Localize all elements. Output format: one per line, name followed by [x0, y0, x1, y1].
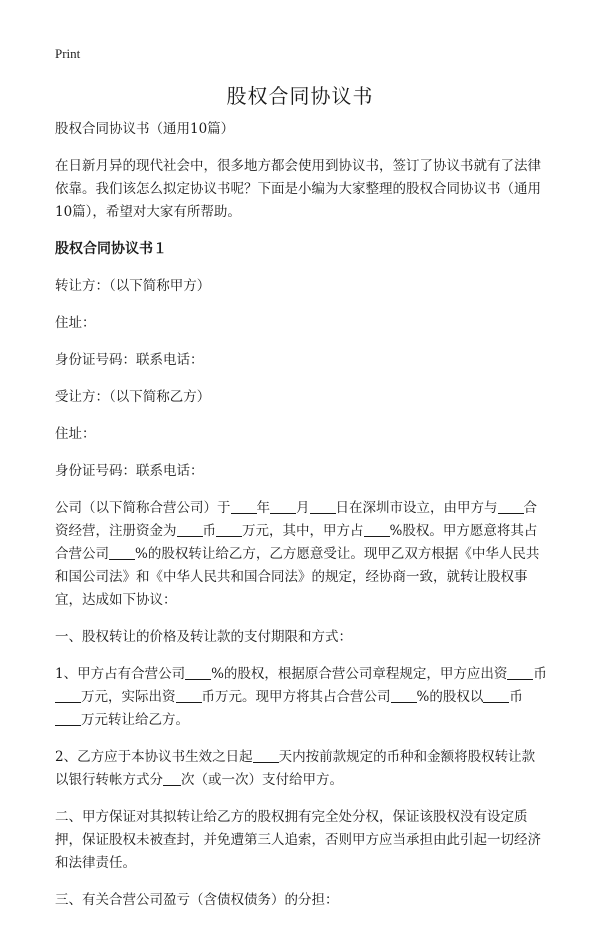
fill-blank [310, 498, 336, 514]
fill-blank [483, 687, 509, 703]
text-segment: %的股权以 [416, 689, 484, 705]
text-segment: 月 [296, 500, 310, 516]
text-segment: 次（或一次）支付给甲方。 [181, 772, 343, 788]
text-segment: 公司（以下简称合营公司）于 [55, 500, 231, 516]
company-paragraph [55, 497, 547, 612]
text-segment: 天内按前款规定的币种和金额将股权转让款以银行转帐方式分 [55, 749, 536, 788]
intro-paragraph: 在日新月异的现代社会中，很多地方都会使用到协议书，签订了协议书就有了法律依靠。我们该怎么拟定协议书呢？下面是小编为大家整理的股权合同协议书（通用10篇），希望对大家有所帮助。 [55, 158, 541, 220]
text-segment: 合资经营，注册资金为 [55, 500, 537, 539]
clause-2: 二、甲方保证对其拟转让给乙方的股权拥有完全处分权，保证该股权没有设定质押，保证股权未被查封，并免遭第三人追索，否则甲方应当承担由此引起一切经济和法律责任。 [55, 809, 541, 871]
fill-blank [253, 747, 279, 763]
text-segment: %股权。甲方愿意将其占合营公司 [55, 523, 538, 562]
text-segment: 1、甲方占有合营公司 [55, 666, 186, 682]
print-link[interactable]: Print [55, 46, 81, 61]
text-segment: 万元，实际出资 [81, 689, 176, 705]
clause-1-heading: 一、股权转让的价格及转让款的支付期限和方式： [55, 629, 352, 645]
text-segment: 币 [533, 666, 547, 682]
transferor-address: 住址： [55, 315, 96, 331]
clause-1-2 [55, 746, 547, 792]
fill-blank [109, 544, 135, 560]
clause-1-1 [55, 663, 547, 732]
fill-blank [364, 521, 390, 537]
transferee-id-phone: 身份证号码：联系电话： [55, 463, 204, 479]
document-title: 股权合同协议书 [226, 84, 374, 108]
fill-blank [231, 498, 257, 514]
transferee-line: 受让方：（以下简称乙方） [55, 389, 211, 405]
document-body [55, 118, 547, 926]
transferee-address: 住址： [55, 426, 96, 442]
fill-blank [507, 664, 533, 680]
fill-blank [185, 664, 211, 680]
fill-blank [176, 687, 202, 703]
text-segment: 万元，其中，甲方占 [242, 523, 364, 539]
text-segment: 日在深圳市设立，由甲方与 [335, 500, 498, 516]
text-segment: 币万元。现甲方将其占合营公司 [201, 689, 391, 705]
transferor-id-phone: 身份证号码：联系电话： [55, 352, 204, 368]
text-segment: %的股权转让给乙方，乙方愿意受让。现甲乙双方根据《中华人民共和国公司法》和《中华人民共和国合同法》的规定，经协商一致，就转让股权事宜，达成如下协议： [55, 546, 540, 608]
text-segment: 年 [256, 500, 270, 516]
section-heading: 股权合同协议书１ [55, 241, 167, 257]
fill-blank [55, 687, 81, 703]
fill-blank [391, 687, 417, 703]
text-segment: 币 [509, 689, 523, 705]
text-segment: 万元转让给乙方。 [81, 712, 189, 728]
text-segment: 币 [202, 523, 216, 539]
fill-blank [177, 521, 203, 537]
fill-blank [270, 498, 296, 514]
transferor-line: 转让方：（以下简称甲方） [55, 278, 211, 294]
fill-blank [498, 498, 524, 514]
fill-blank [216, 521, 242, 537]
clause-3-heading: 三、有关合营公司盈亏（含债权债务）的分担： [55, 892, 339, 908]
text-segment: %的股权，根据原合营公司章程规定，甲方应出资 [211, 666, 508, 682]
document-subtitle: 股权合同协议书（通用10篇） [55, 121, 235, 137]
text-segment: 2、乙方应于本协议书生效之日起 [55, 749, 253, 765]
fill-blank [55, 710, 81, 726]
fill-blank [163, 770, 181, 786]
